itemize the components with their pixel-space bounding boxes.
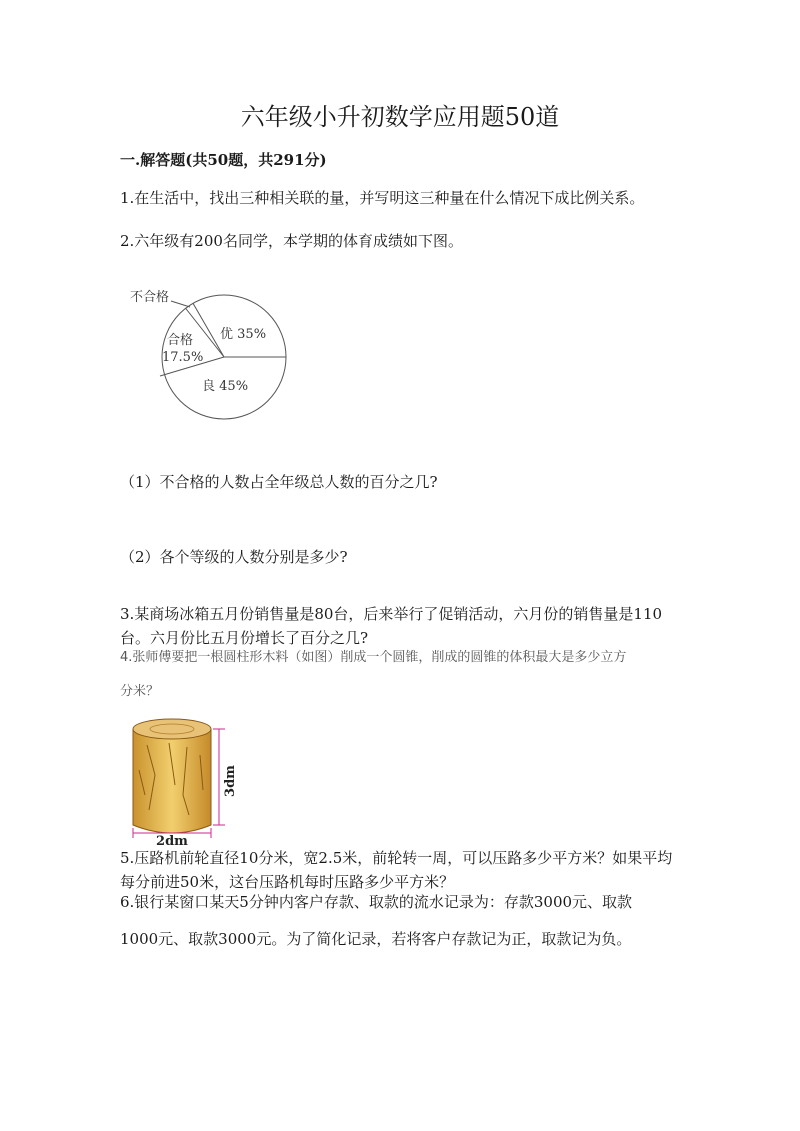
question-6-line-1: 6.银行某窗口某天5分钟内客户存款、取款的流水记录为：存款3000元、取款 (120, 893, 633, 911)
wood-log-illustration (125, 715, 240, 850)
question-2: 2.六年级有200名同学，本学期的体育成绩如下图。 (120, 232, 463, 250)
fail-leader-line (171, 301, 190, 307)
pie-value-pass: 17.5% (162, 350, 204, 365)
question-2-sub-2: （2）各个等级的人数分别是多少? (120, 548, 348, 566)
pie-label-fail: 不合格 (130, 290, 170, 305)
pie-label-pass: 合格 (167, 333, 194, 348)
question-5: 5.压路机前轮直径10分米，宽2.5米，前轮转一周，可以压路多少平方米？如果平均每分前进50米，这台压路机每时压路多少平方米？ (120, 849, 673, 891)
question-4-line-2: 分米？ (120, 684, 160, 699)
page-title: 六年级小升初数学应用题50道 (240, 103, 560, 131)
diameter-label: 2dm (156, 834, 188, 849)
pie-label-good: 良 45% (202, 379, 249, 394)
question-3: 3.某商场冰箱五月份销售量是80台，后来举行了促销活动，六月份的销售量是110台。六月份比五月份增长了百分之几? (120, 605, 663, 647)
question-1: 1.在生活中，找出三种相关联的量，并写明这三种量在什么情况下成比例关系。 (120, 189, 645, 207)
log-top (133, 719, 211, 739)
pie-label-excellent: 优 35% (220, 327, 267, 342)
question-6-line-2: 1000元、取款3000元。为了简化记录，若将客户存款记为正，取款记为负。 (120, 930, 632, 948)
height-label: 3dm (222, 765, 238, 797)
question-4-line-1: 4.张师傅要把一根圆柱形木料（如图）削成一个圆锥，削成的圆锥的体积最大是多少立方 (120, 650, 627, 665)
grade-pie-chart (120, 280, 300, 430)
log-body (133, 729, 211, 833)
question-2-sub-1: （1）不合格的人数占全年级总人数的百分之几? (120, 473, 438, 491)
section-heading: 一.解答题(共50题，共291分) (120, 151, 327, 169)
